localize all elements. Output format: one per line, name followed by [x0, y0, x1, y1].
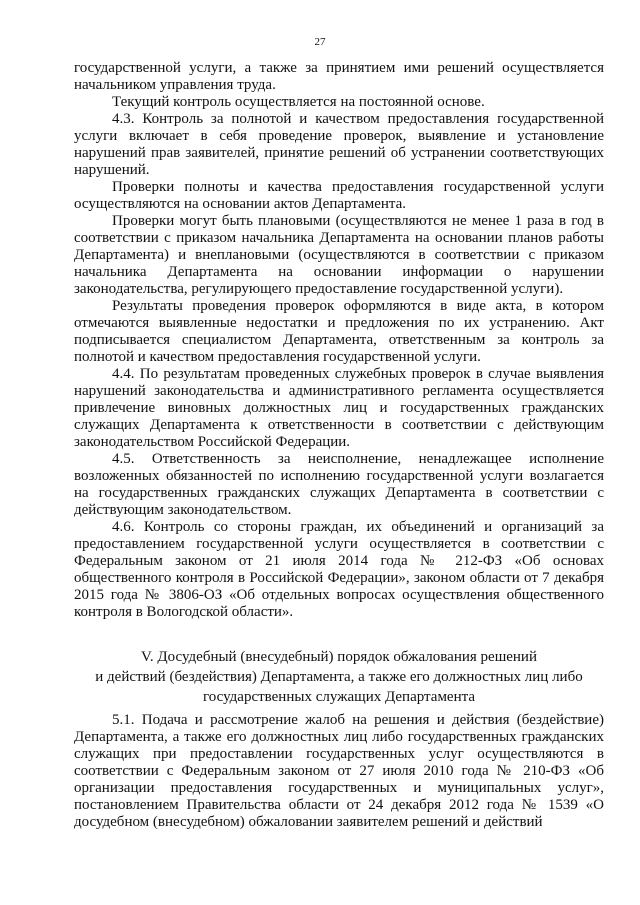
- paragraph-continuation: государственной услуги, а также за принятием ими решений осуществляется начальником управления труда.: [74, 60, 604, 93]
- paragraph-current-control: Текущий контроль осуществляется на постоянной основе.: [112, 94, 485, 110]
- document-body: [74, 60, 604, 621]
- section-heading-line: государственных служащих Департамента: [202, 689, 476, 705]
- paragraph-4-6: 4.6. Контроль со стороны граждан, их объединений и организаций за предоставлением государственной услуги осуществляется в соответствии с Федеральным законом от 21 июля 2014 года № 212-ФЗ «Об основах общественного контроля в Российской Федерации», законом области от 7 декабря 2015 года № 3806-ОЗ «Об отдельных вопросах осуществления общественного контроля в Вологодской области».: [74, 519, 604, 620]
- paragraph-5-1: 5.1. Подача и рассмотрение жалоб на решения и действия (бездействие) Департамента, а также его должностных лиц либо государственных гражданских служащих при предоставлении государственных услуг осуществляются в соответствии с Федеральным законом от 27 июля 2010 года № 210-ФЗ «Об организации предоставления государственных и муниципальных услуг», постановлением Правительства области от 24 декабря 2012 года № 1539 «О досудебном (внесудебном) обжаловании заявителем решений и действий: [74, 712, 604, 830]
- section-heading-line: V. Досудебный (внесудебный) порядок обжалования решений: [141, 649, 537, 665]
- paragraph-inspection-types: Проверки могут быть плановыми (осуществляются не менее 1 раза в год в соответствии с приказом начальника Департамента на основании планов работы Департамента) и внеплановыми (осуществляются в соответствии с приказом начальника Департамента на основании информации о нарушении законодательства, регулирующего предоставление государственной услуги).: [74, 213, 604, 297]
- section-heading: [74, 647, 604, 707]
- page-number: 27: [314, 36, 326, 48]
- paragraph-4-3: 4.3. Контроль за полнотой и качеством предоставления государственной услуги включает в себя проведение проверок, выявление и установление нарушений прав заявителей, принятие решений об устранении соответствующих нарушений.: [74, 111, 604, 178]
- paragraph-4-5: 4.5. Ответственность за неисполнение, ненадлежащее исполнение возложенных обязанностей по исполнению государственной услуги возлагается на государственных гражданских служащих Департамента в соответствии с действующим законодательством.: [74, 451, 604, 518]
- paragraph-4-4: 4.4. По результатам проведенных служебных проверок в случае выявления нарушений законодательства и административного регламента осуществляется привлечение виновных должностных лиц и государственных гражданских служащих Департамента к ответственности в соответствии с действующим законодательством Российской Федерации.: [74, 366, 604, 450]
- paragraph-inspection-results: Результаты проведения проверок оформляются в виде акта, в котором отмечаются выявленные недостатки и предложения по их устранению. Акт подписывается специалистом Департамента, ответственным за контроль за полнотой и качеством предоставления государственной услуги.: [74, 298, 604, 365]
- section-heading-line: и действий (бездействия) Департамента, а также его должностных лиц либо: [95, 669, 583, 685]
- section-5-body: [74, 712, 604, 831]
- paragraph-inspections-basis: Проверки полноты и качества предоставления государственной услуги осуществляются на основании актов Департамента.: [74, 179, 604, 212]
